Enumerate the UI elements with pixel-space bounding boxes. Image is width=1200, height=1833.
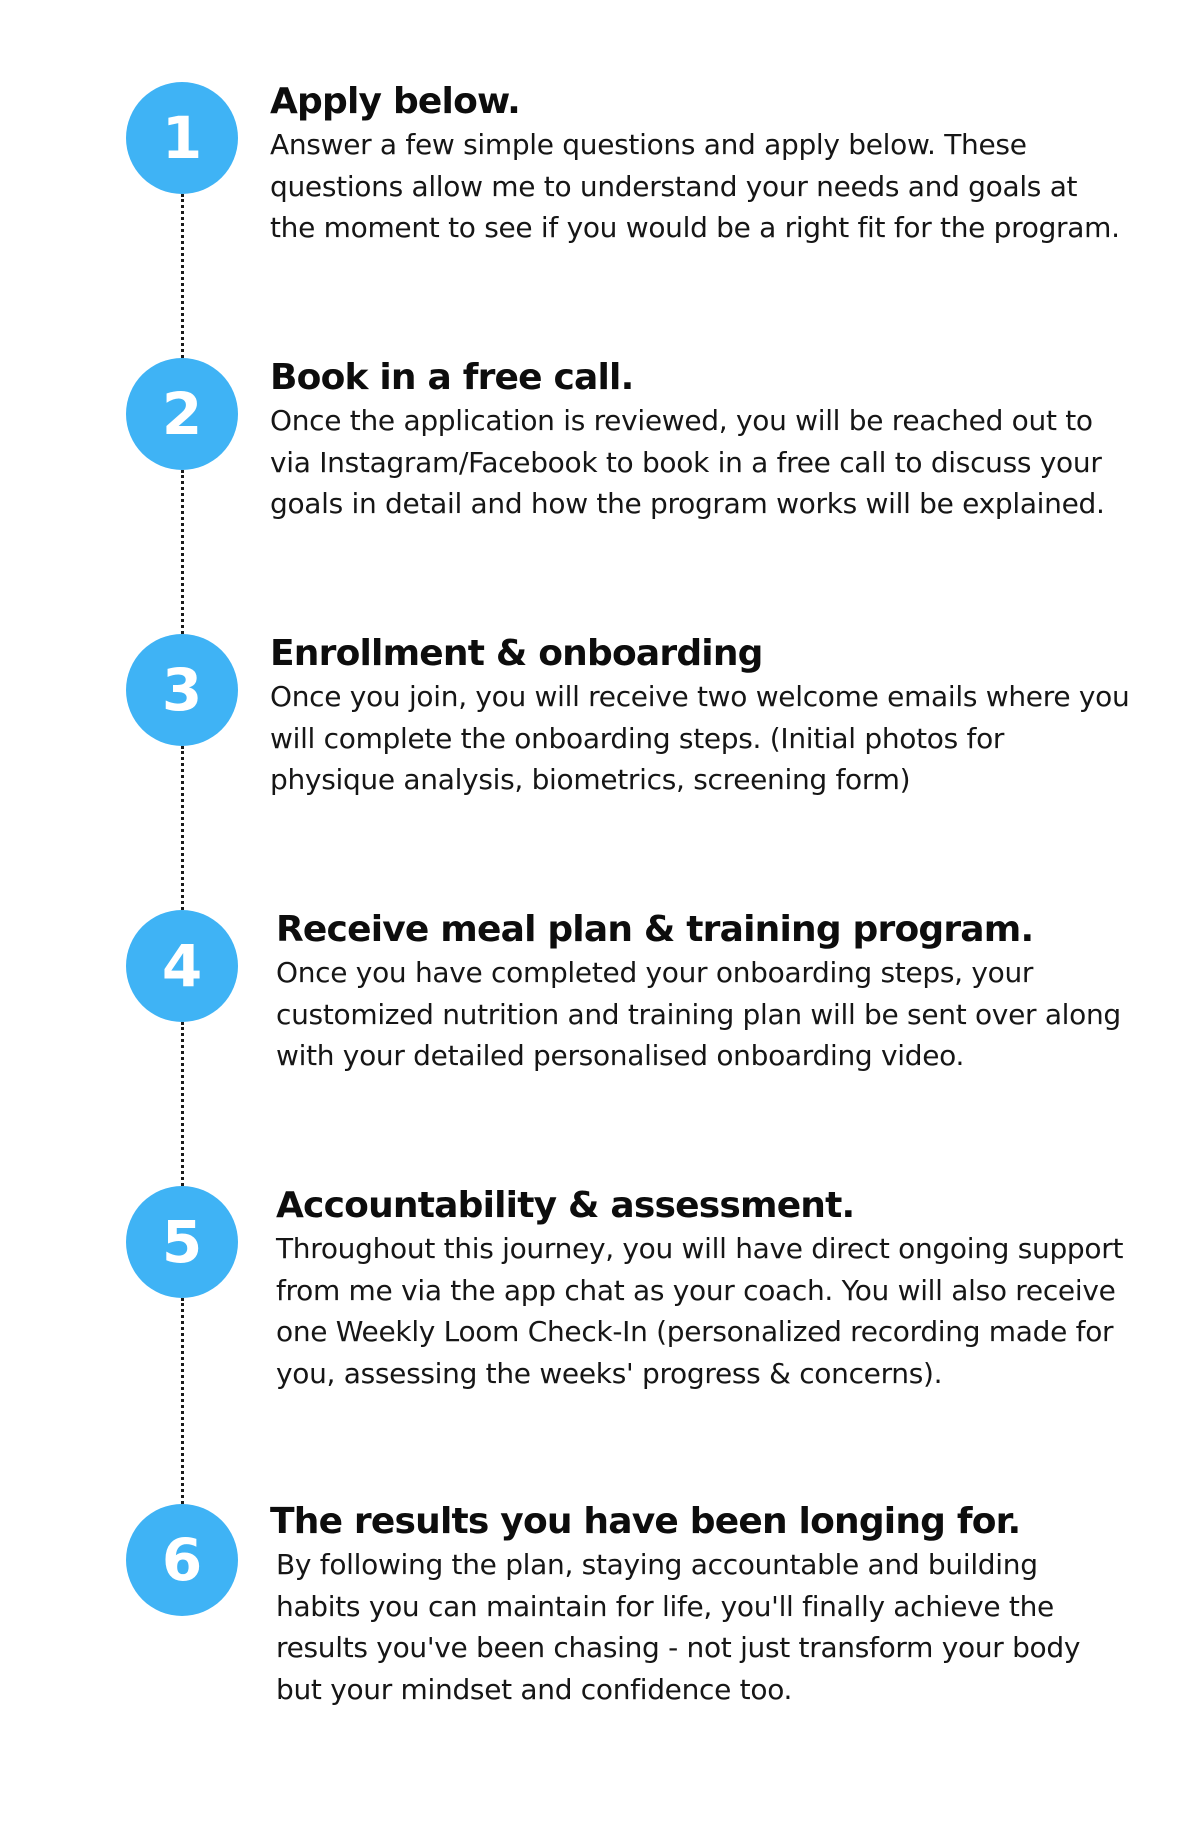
step-description: By following the plan, staying accountable and building habits you can maintain for life, you'll finally achieve the results you've been chasing - not just transform your body but your mindset and confidence too.	[276, 1548, 1081, 1706]
step-number-badge: 1	[126, 82, 238, 194]
step-description: Once the application is reviewed, you will be reached out to via Instagram/Facebook to book in a free call to discuss your goals in detail and how the program works will be explained.	[270, 404, 1105, 520]
step-title: Book in a free call.	[270, 357, 634, 398]
connector-line	[181, 1298, 184, 1504]
connector-line	[181, 1022, 184, 1192]
step-number-badge: 5	[126, 1186, 238, 1298]
step-3	[270, 632, 1130, 801]
step-title: Enrollment & onboarding	[270, 633, 763, 674]
step-description: Once you have completed your onboarding steps, your customized nutrition and training plan will be sent over along with your detailed personalised onboarding video.	[276, 956, 1121, 1072]
step-description: Throughout this journey, you will have direct ongoing support from me via the app chat as your coach. You will also receive one Weekly Loom Check-In (personalized recording made for you, assessing the weeks' progress & concerns).	[276, 1232, 1124, 1390]
step-title: Receive meal plan & training program.	[276, 909, 1034, 950]
step-title: Accountability & assessment.	[276, 1185, 855, 1226]
connector-line	[181, 470, 184, 640]
step-number-badge: 3	[126, 634, 238, 746]
step-1	[270, 80, 1130, 249]
step-number-badge: 2	[126, 358, 238, 470]
step-title: The results you have been longing for.	[270, 1501, 1021, 1542]
step-6	[270, 1500, 1130, 1710]
step-4	[276, 908, 1136, 1077]
connector-line	[181, 746, 184, 916]
step-5	[276, 1184, 1136, 1394]
step-number-badge: 4	[126, 910, 238, 1022]
step-number-badge: 6	[126, 1504, 238, 1616]
step-title: Apply below.	[270, 81, 521, 122]
step-description: Answer a few simple questions and apply below. These questions allow me to understand your needs and goals at the moment to see if you would be a right fit for the program.	[270, 128, 1120, 244]
step-description: Once you join, you will receive two welcome emails where you will complete the onboarding steps. (Initial photos for physique analysis, biometrics, screening form)	[270, 680, 1130, 796]
connector-line	[181, 194, 184, 364]
step-2	[270, 356, 1130, 525]
